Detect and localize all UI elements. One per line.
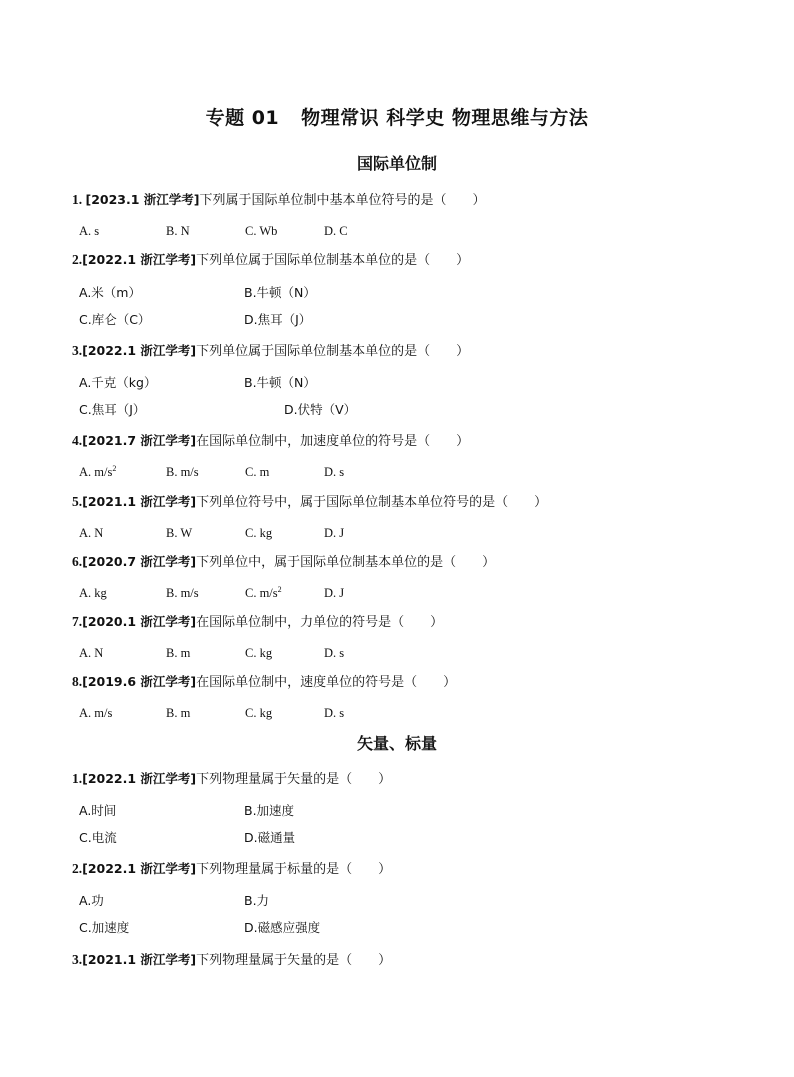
option-a: A. N: [79, 526, 104, 540]
option-c: C.库仑（C）: [79, 312, 151, 327]
option-a: A. s: [79, 224, 100, 238]
option-c: C.加速度: [79, 920, 130, 935]
option-c: C. $m/s^2$: [245, 584, 282, 600]
option-b: B.牛顿（N）: [244, 375, 316, 390]
option-c: C.电流: [79, 830, 117, 845]
option-a: A.时间: [79, 803, 117, 818]
option-a: A. m/s: [79, 706, 113, 720]
title-rest: 物理常识 科学史 物理思维与方法: [301, 107, 589, 129]
option-b: B. m/s: [166, 586, 199, 600]
option-c: C. kg: [245, 526, 273, 540]
question-6: 6.[2020.7 浙江学考]下列单位中，属于国际单位制基本单位的是（ ）: [72, 554, 496, 570]
option-d: D. s: [324, 646, 345, 660]
option-d: D. J: [324, 526, 345, 540]
option-c: C.焦耳（J）: [79, 402, 146, 417]
option-b: B. m: [166, 646, 191, 660]
question-3: 3.[2021.1 浙江学考]下列物理量属于矢量的是（ ）: [72, 952, 392, 968]
superscript-2: 2: [112, 463, 117, 473]
option-d: D.磁通量: [244, 830, 296, 845]
option-d: D. s: [324, 465, 345, 479]
option-b: B. m/s: [166, 465, 199, 479]
option-d: D.伏特（V）: [284, 402, 357, 417]
option-b: B.加速度: [244, 803, 295, 818]
option-c: C. kg: [245, 706, 273, 720]
question-8: 8.[2019.6 浙江学考]在国际单位制中，速度单位的符号是（ ）: [72, 674, 457, 690]
question-2: 2.[2022.1 浙江学考]下列单位属于国际单位制基本单位的是（ ）: [72, 252, 470, 268]
option-d: D. s: [324, 706, 345, 720]
question-1: 1.[2022.1 浙江学考]下列物理量属于矢量的是（ ）: [72, 771, 392, 787]
option-a: A.千克（kg）: [79, 375, 157, 390]
section-title-si-units: 国际单位制: [356, 154, 437, 173]
option-a: A. $m/s^2$: [79, 463, 117, 479]
option-c: C. Wb: [245, 224, 278, 238]
option-a: A. kg: [79, 586, 107, 600]
question-7: 7.[2020.1 浙江学考]在国际单位制中，力单位的符号是（ ）: [72, 614, 444, 630]
question-4: 4.[2021.7 浙江学考]在国际单位制中，加速度单位的符号是（ ）: [72, 433, 470, 449]
question-5: 5.[2021.1 浙江学考]下列单位符号中，属于国际单位制基本单位符号的是（ ）: [72, 494, 548, 510]
page-title: [0, 103, 794, 130]
option-d: D. C: [324, 224, 348, 238]
question-1: 1. [2023.1 浙江学考]下列属于国际单位制中基本单位符号的是（ ）: [72, 192, 486, 208]
superscript-2: 2: [277, 584, 282, 594]
option-c: C. m: [245, 465, 270, 479]
option-b: B. W: [166, 526, 193, 540]
option-d: D.磁感应强度: [244, 920, 321, 935]
section-title-vector-scalar: 矢量、标量: [356, 734, 437, 753]
title-main: 专题 01: [205, 107, 280, 129]
option-d: D. J: [324, 586, 345, 600]
question-3: 3.[2022.1 浙江学考]下列单位属于国际单位制基本单位的是（ ）: [72, 343, 470, 359]
option-c: C. kg: [245, 646, 273, 660]
option-b: B.力: [244, 893, 270, 908]
option-a: A.米（m）: [79, 285, 141, 300]
option-b: B. N: [166, 224, 190, 238]
option-d: D.焦耳（J）: [244, 312, 312, 327]
option-a: A.功: [79, 893, 104, 908]
option-b: B. m: [166, 706, 191, 720]
option-b: B.牛顿（N）: [244, 285, 316, 300]
option-a: A. N: [79, 646, 104, 660]
question-2: 2.[2022.1 浙江学考]下列物理量属于标量的是（ ）: [72, 861, 392, 877]
